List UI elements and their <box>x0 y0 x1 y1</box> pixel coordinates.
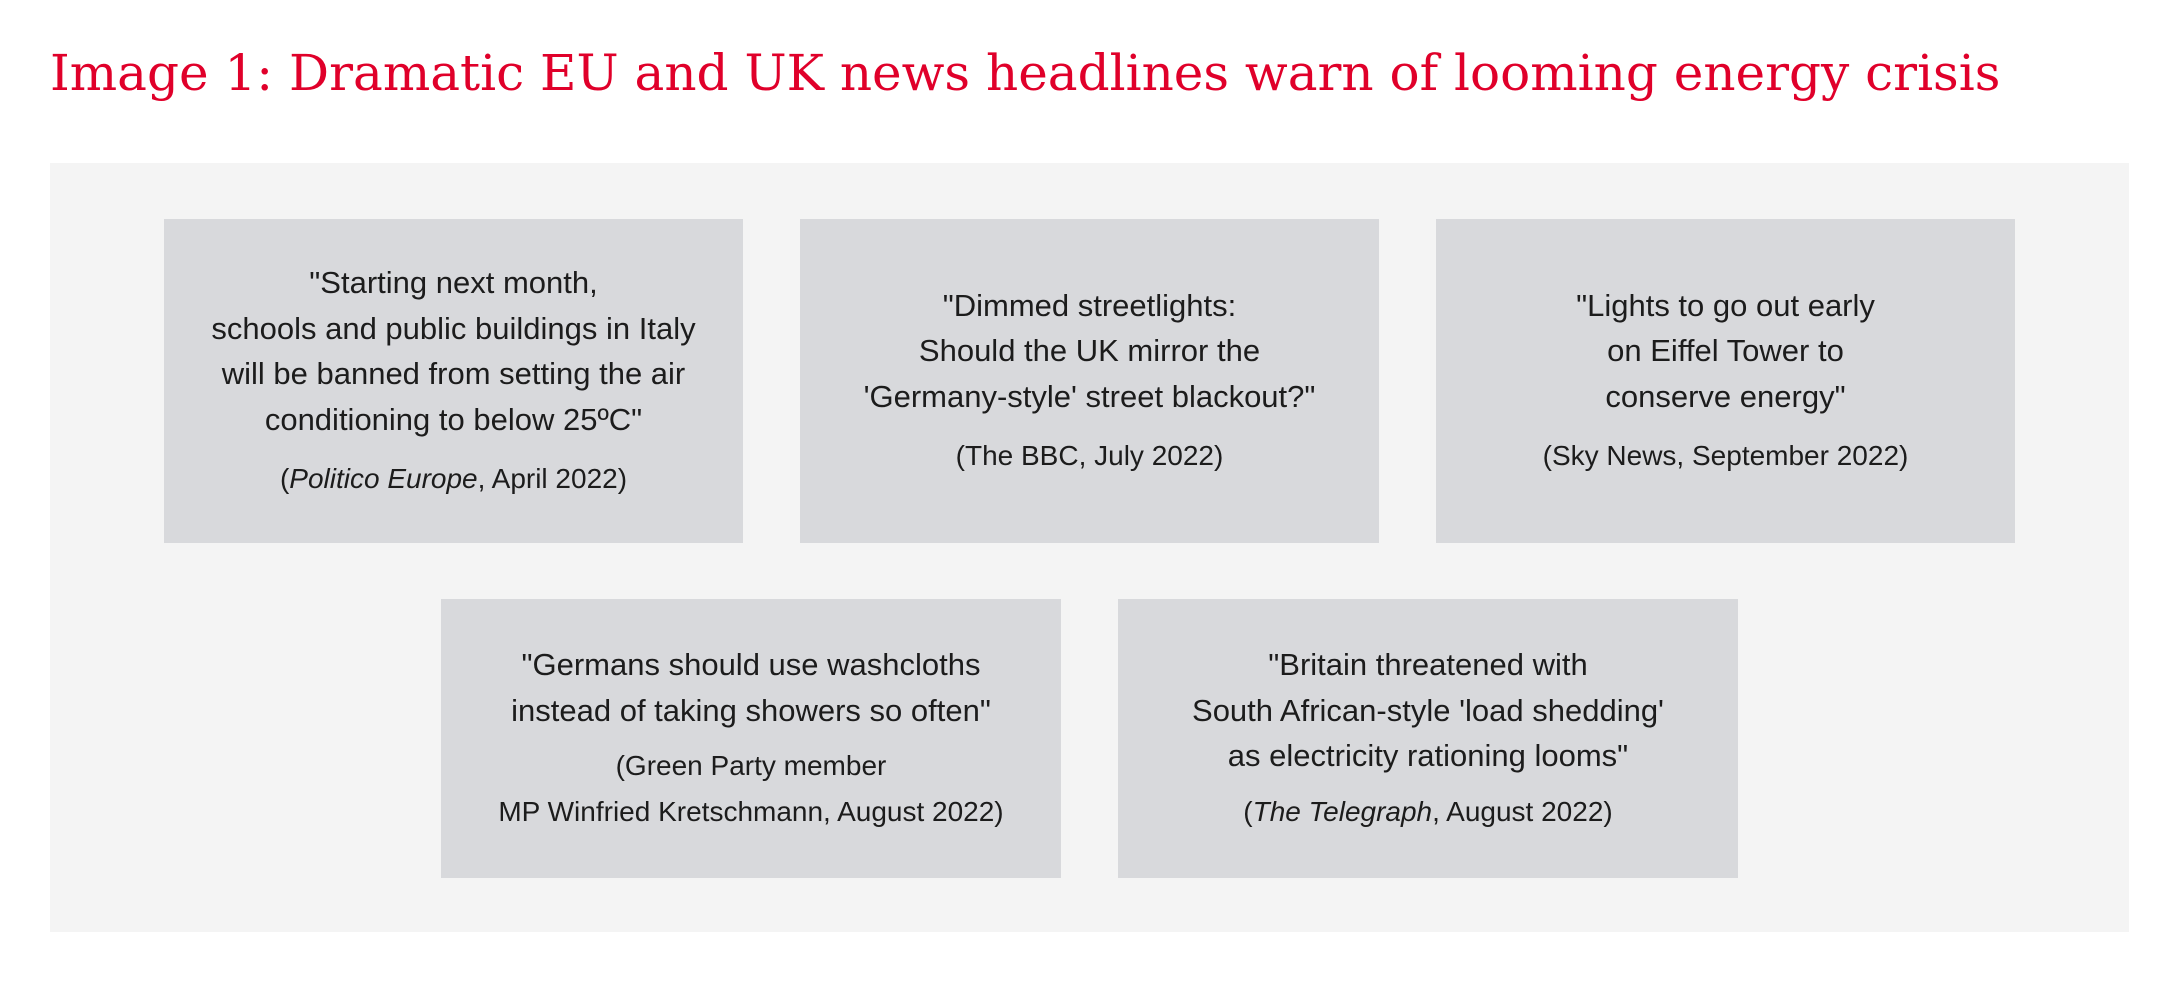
headlines-panel <box>50 163 2129 932</box>
headline-quote <box>864 283 1316 420</box>
quote-line: instead of taking showers so often" <box>511 692 991 728</box>
source-publication: The Telegraph <box>1252 795 1433 827</box>
headline-card-politico <box>164 219 743 543</box>
quote-line: "Starting next month, <box>309 265 598 300</box>
source-date: , August 2022) <box>1432 795 1613 827</box>
headline-quote <box>1192 642 1664 779</box>
source-line: (The BBC, July 2022) <box>955 440 1224 472</box>
quote-line: South African-style 'load shedding' <box>1192 692 1664 728</box>
source-line: MP Winfried Kretschmann, August 2022) <box>498 796 1004 827</box>
source-line: (Green Party member <box>615 750 887 781</box>
quote-line: as electricity rationing looms" <box>1227 738 1629 774</box>
headline-source <box>498 743 1003 835</box>
source-open-paren: ( <box>1243 795 1253 827</box>
source-line: (Sky News, September 2022) <box>1542 440 1909 472</box>
headline-card-telegraph <box>1118 599 1738 878</box>
page-title: Image 1: Dramatic EU and UK news headlines warn of looming energy crisis <box>50 44 2001 102</box>
source-publication: Politico Europe <box>289 463 478 494</box>
quote-line: conserve energy" <box>1605 378 1846 414</box>
source-open-paren: ( <box>279 463 290 494</box>
quote-line: will be banned from setting the air <box>221 356 686 391</box>
quote-line: conditioning to below 25ºC" <box>264 401 643 437</box>
headline-source <box>1543 433 1909 479</box>
quote-line: "Germans should use washcloths <box>521 647 981 682</box>
headline-quote <box>211 260 695 442</box>
quote-line: Should the UK mirror the <box>918 333 1261 369</box>
headline-card-sky-news <box>1436 219 2015 543</box>
headline-source <box>1243 789 1612 835</box>
quote-line: schools and public buildings in Italy <box>211 310 696 346</box>
headline-quote <box>1576 283 1875 420</box>
quote-line: "Dimmed streetlights: <box>942 287 1237 323</box>
headline-source <box>956 433 1224 479</box>
quote-line: on Eiffel Tower to <box>1607 333 1844 369</box>
quote-line: 'Germany-style' street blackout?" <box>863 378 1316 414</box>
source-line <box>280 456 627 502</box>
headline-card-green-party <box>441 599 1061 878</box>
quote-line: "Lights to go out early <box>1576 287 1875 323</box>
headline-source <box>280 456 627 502</box>
source-line <box>1243 789 1612 835</box>
headline-quote <box>511 642 991 733</box>
quote-line: "Britain threatened with <box>1268 647 1588 683</box>
headline-card-bbc <box>800 219 1379 543</box>
source-date: , April 2022) <box>477 463 628 494</box>
